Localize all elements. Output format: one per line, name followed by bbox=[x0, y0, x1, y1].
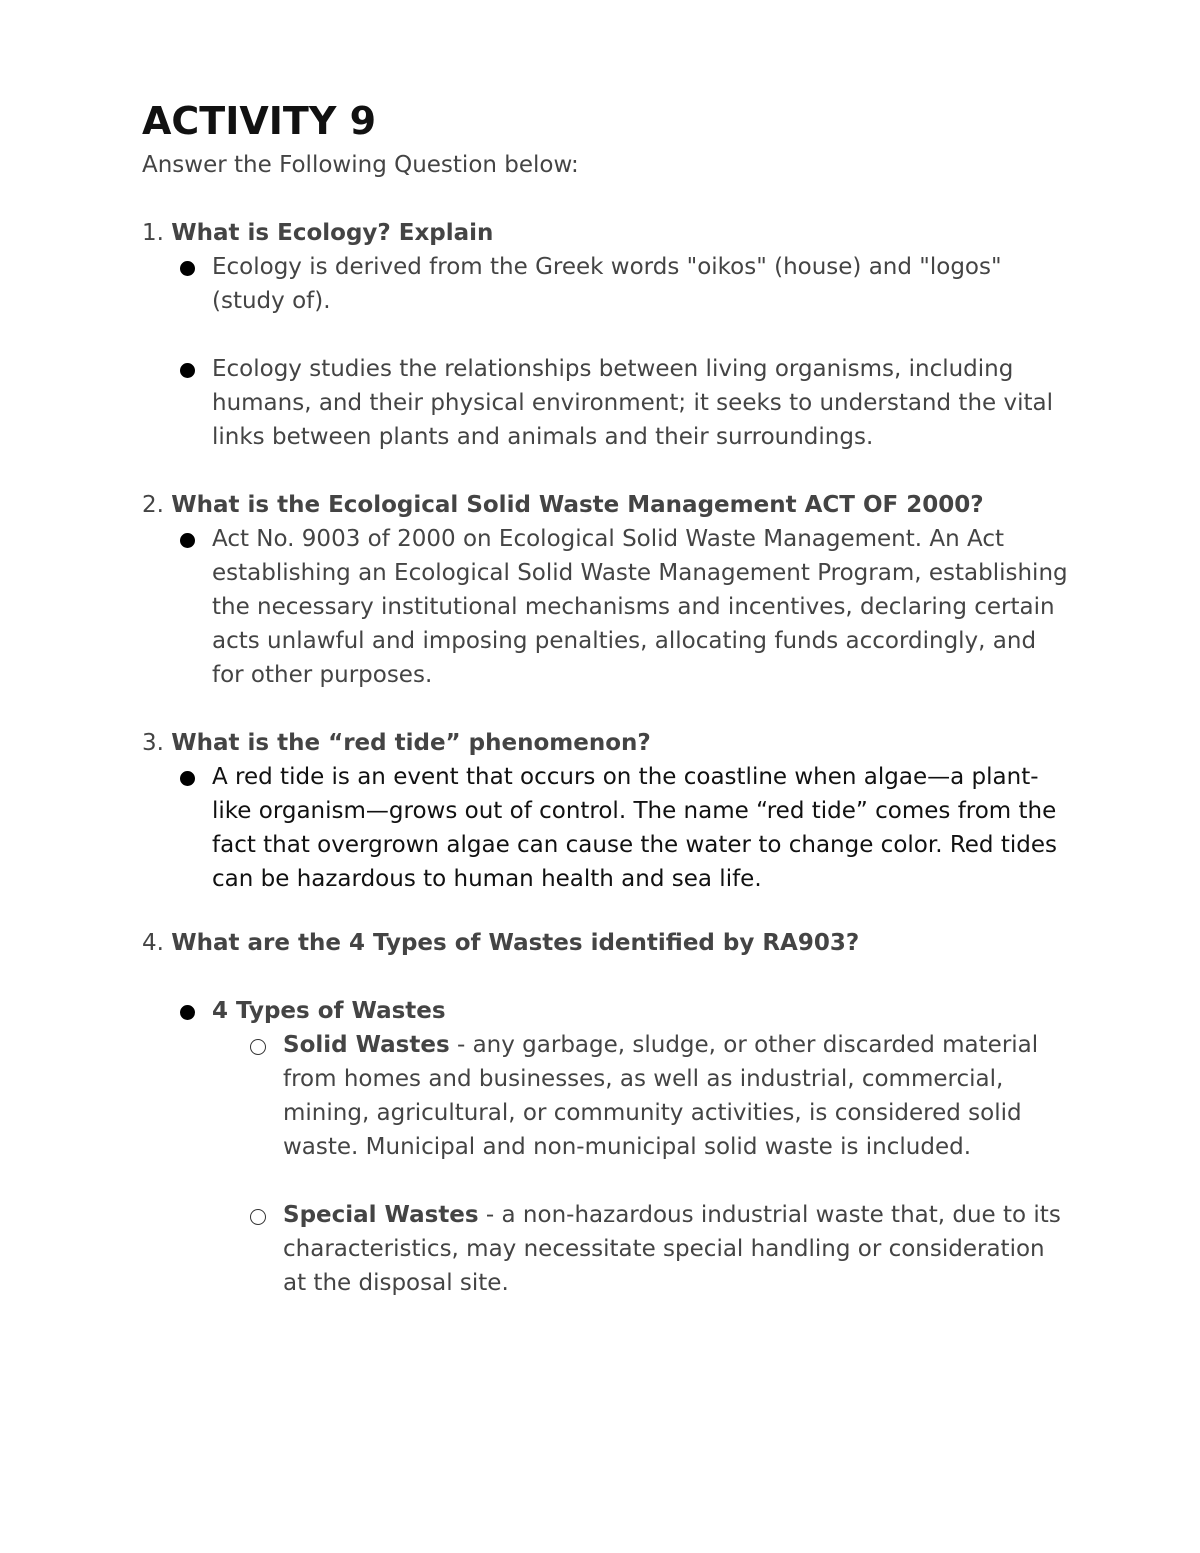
answer-text: Ecology studies the relationships between living organisms, including humans, and their physical environment; it seeks to understand the vital links between plants and animals and their surroundings. bbox=[212, 356, 1053, 450]
question-text: What is the “red tide” phenomenon? bbox=[171, 730, 651, 756]
spacer bbox=[142, 960, 1072, 994]
answer-text: Ecology is derived from the Greek words "oikos" (house) and "logos" (study of). bbox=[212, 254, 1002, 314]
hollow-bullet-icon bbox=[250, 1209, 266, 1225]
question-text: What are the 4 Types of Wastes identified by RA903? bbox=[171, 930, 860, 956]
term: Solid Wastes bbox=[283, 1032, 450, 1058]
answer-bullet bbox=[142, 994, 1072, 1028]
answer-heading: 4 Types of Wastes bbox=[212, 998, 446, 1024]
question-text: What is Ecology? Explain bbox=[171, 220, 494, 246]
answer-text: Act No. 9003 of 2000 on Ecological Solid Waste Management. An Act establishing an Ecological Solid Waste Management Program, establishing the necessary institutional mechanisms and incentives, declaring certain acts unlawful and imposing penalties, allocating funds accordingly, and for other purposes. bbox=[212, 526, 1068, 688]
spacer bbox=[142, 318, 1072, 352]
question-4 bbox=[142, 926, 1072, 960]
instructions: Answer the Following Question below: bbox=[142, 152, 579, 178]
hollow-bullet-icon bbox=[250, 1039, 266, 1055]
spacer bbox=[142, 1164, 1072, 1198]
question-2 bbox=[142, 488, 1072, 522]
document-page bbox=[142, 96, 1072, 1300]
answer-bullet bbox=[142, 522, 1072, 692]
term: Special Wastes bbox=[283, 1202, 479, 1228]
filled-bullet-icon bbox=[180, 1005, 195, 1020]
question-1 bbox=[142, 216, 1072, 250]
answer-bullet bbox=[142, 250, 1072, 318]
definition: - a non-hazardous industrial waste that, due to its characteristics, may necessitate special handling or consideration at the disposal site. bbox=[283, 1202, 1061, 1296]
question-number: 1. bbox=[142, 220, 164, 246]
spacer bbox=[142, 692, 1072, 726]
question-3 bbox=[142, 726, 1072, 760]
spacer bbox=[142, 182, 1072, 216]
answer-bullet bbox=[142, 760, 1072, 896]
sub-bullet bbox=[142, 1198, 1072, 1300]
filled-bullet-icon bbox=[180, 533, 195, 548]
question-number: 4. bbox=[142, 930, 164, 956]
filled-bullet-icon bbox=[180, 363, 195, 378]
spacer bbox=[142, 896, 1072, 926]
answer-bullet bbox=[142, 352, 1072, 454]
page-title: ACTIVITY 9 bbox=[142, 99, 377, 143]
filled-bullet-icon bbox=[180, 261, 195, 276]
filled-bullet-icon bbox=[180, 771, 195, 786]
definition: - any garbage, sludge, or other discarded material from homes and businesses, as well as industrial, commercial, mining, agricultural, or community activities, is considered solid waste. Municipal and non-municipal solid waste is included. bbox=[283, 1032, 1039, 1160]
spacer bbox=[142, 454, 1072, 488]
sub-bullet bbox=[142, 1028, 1072, 1164]
question-text: What is the Ecological Solid Waste Management ACT OF 2000? bbox=[171, 492, 984, 518]
question-number: 3. bbox=[142, 730, 164, 756]
answer-text: A red tide is an event that occurs on the coastline when algae—a plant-like organism—grows out of control. The name “red tide” comes from the fact that overgrown algae can cause the water to change color. Red tides can be hazardous to human health and sea life. bbox=[212, 764, 1057, 892]
question-number: 2. bbox=[142, 492, 164, 518]
